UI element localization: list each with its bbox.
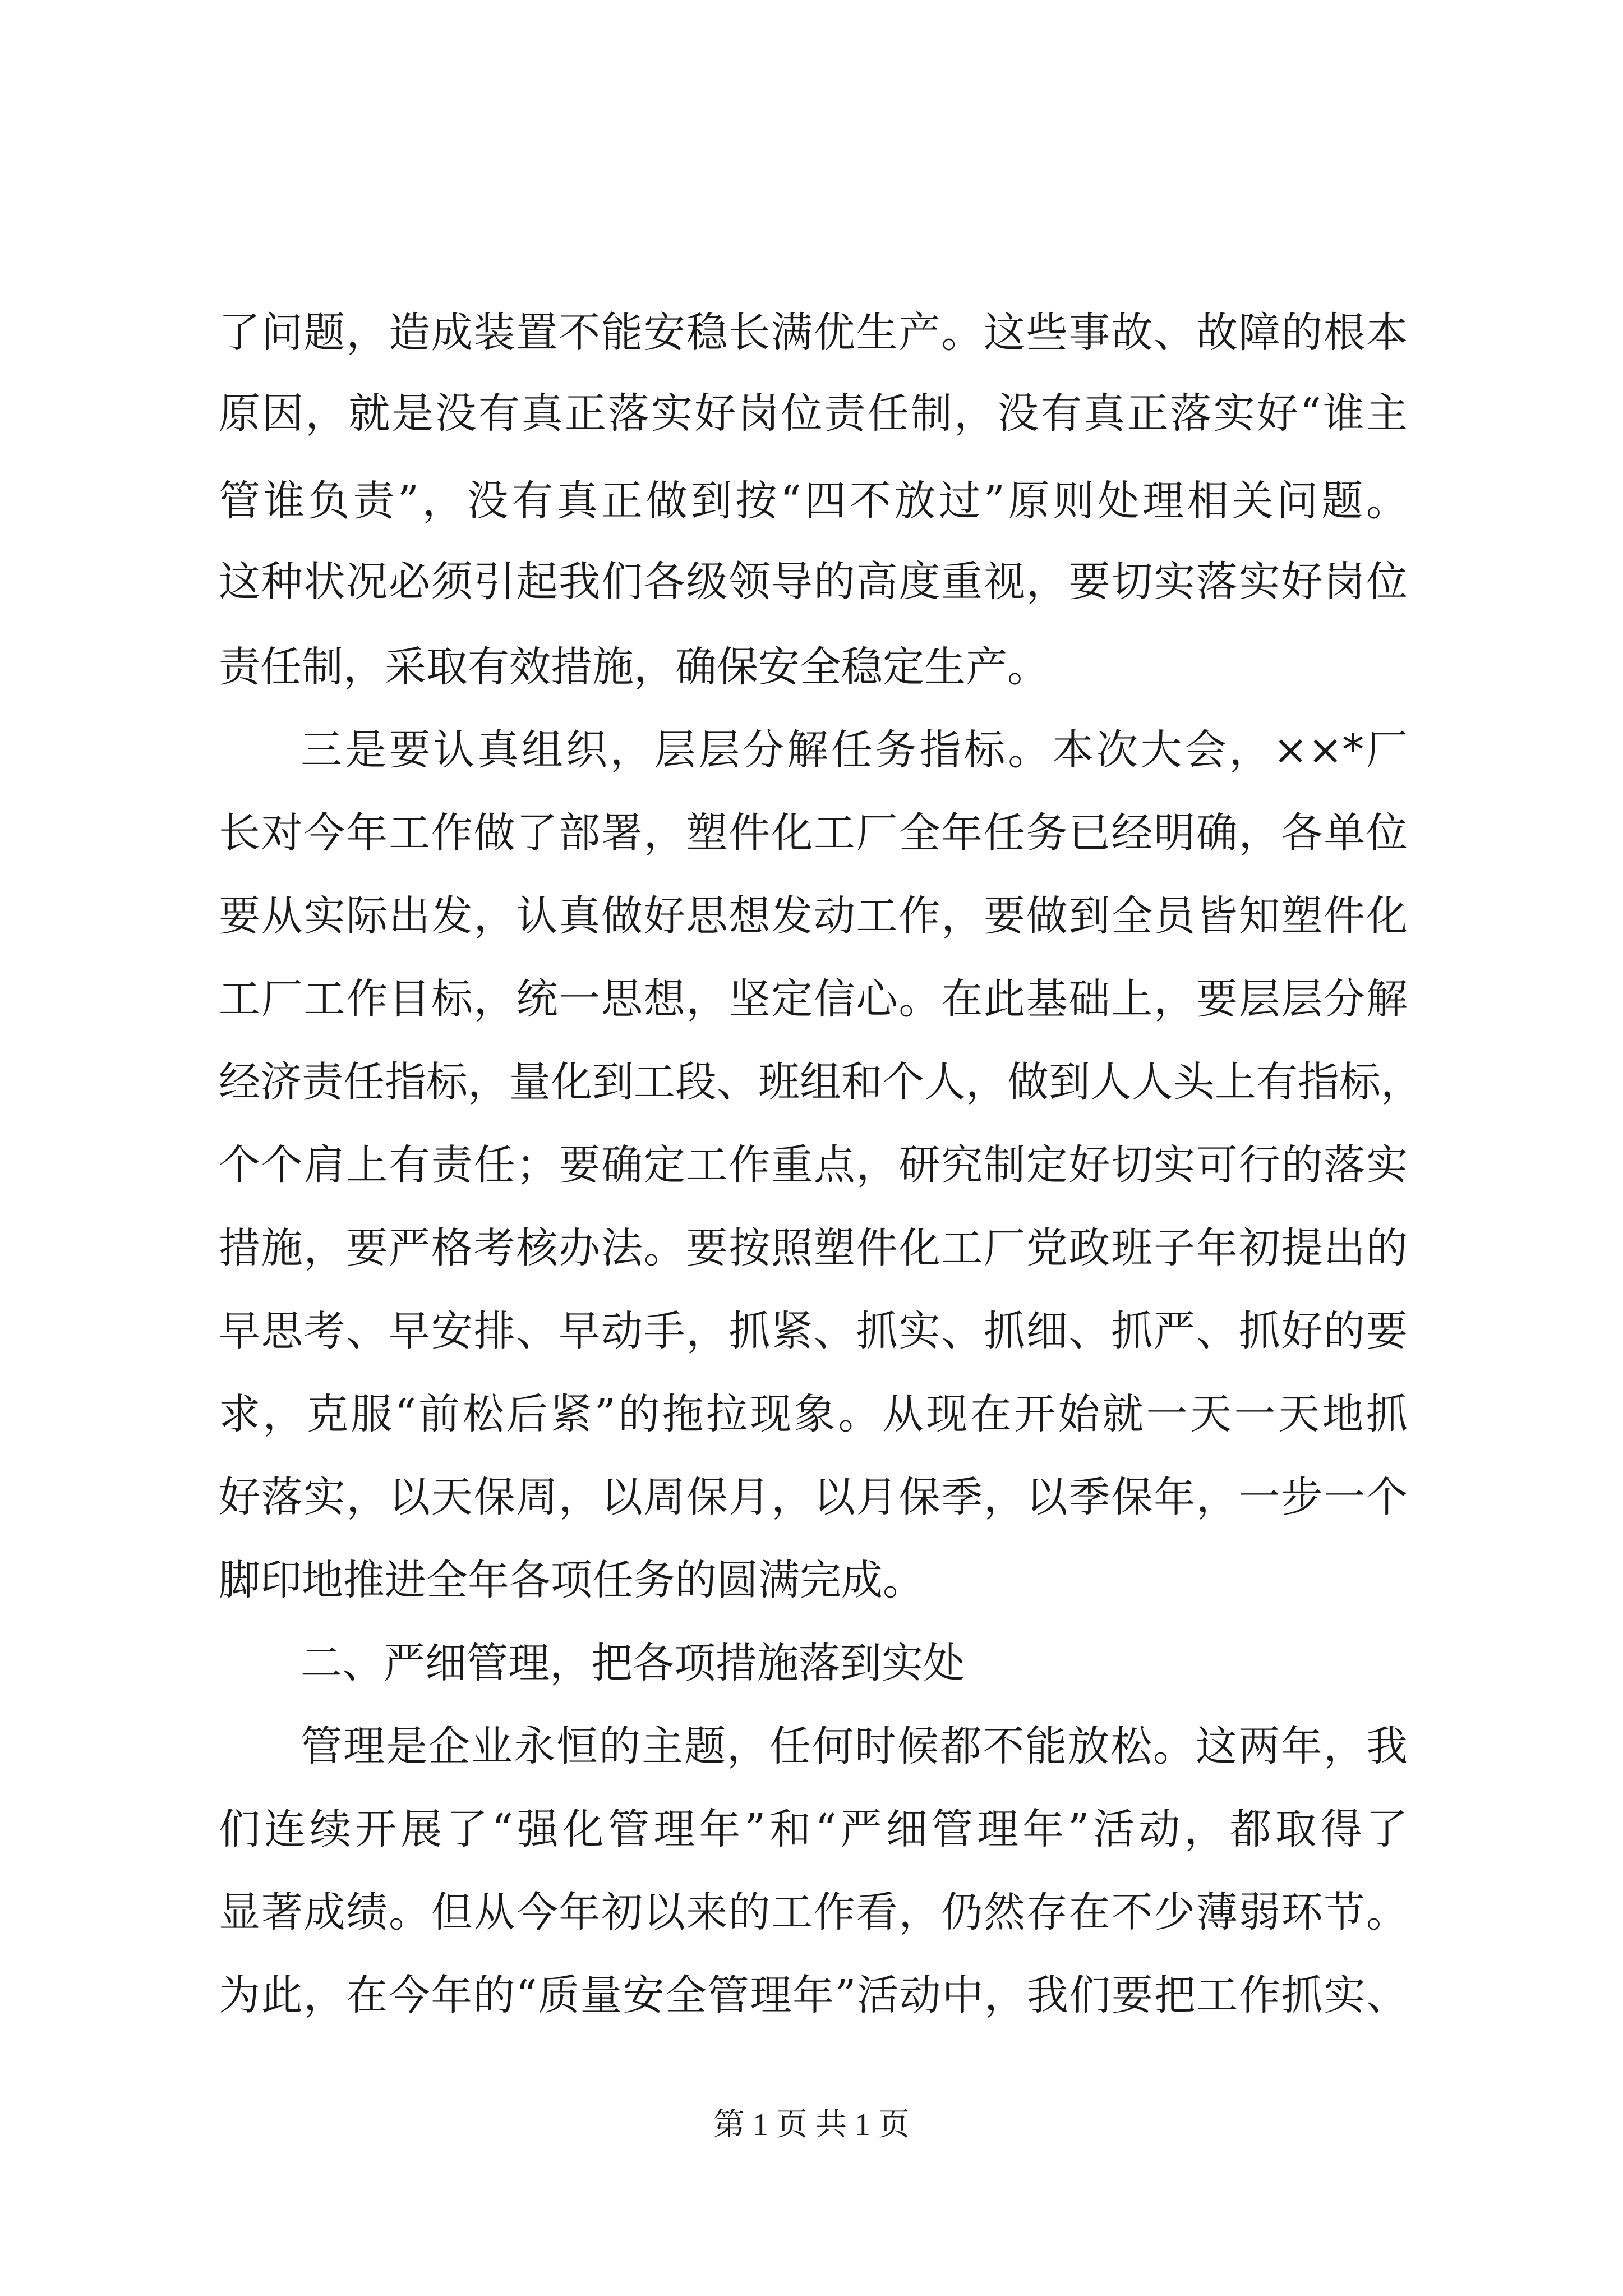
text-line-13: 早思考、早安排、早动手，抓紧、抓实、抓细、抓严、抓好的要: [219, 1307, 1408, 1355]
text-line-12: 措施，要严格考核办法。要按照塑件化工厂党政班子年初提出的: [219, 1224, 1408, 1272]
text-line-7: 长对今年工作做了部署，塑件化工厂全年任务已经明确，各单位: [219, 809, 1408, 857]
page-footer: 第 1 页 共 1 页: [713, 2108, 910, 2142]
text-line-10: 经济责任指标，量化到工段、班组和个人，做到人人头上有指标，: [219, 1058, 1422, 1106]
text-line-21: 为此，在今年的“质量安全管理年”活动中，我们要把工作抓实、: [219, 1971, 1408, 2019]
text-line-3: 管谁负责”，没有真正做到按“四不放过”原则处理相关问题。: [219, 477, 1408, 525]
text-line-1: 了问题，造成装置不能安稳长满优生产。这些事故、故障的根本: [219, 309, 1408, 357]
text-line-5: 责任制，采取有效措施，确保安全稳定生产。: [219, 643, 1049, 691]
text-line-2: 原因，就是没有真正落实好岗位责任制，没有真正落实好“谁主: [219, 389, 1408, 438]
paragraph-4-first-line: 管理是企业永恒的主题，任何时候都不能放松。这两年，我: [301, 1722, 1408, 1770]
text-line-11: 个个肩上有责任；要确定工作重点，研究制定好切实可行的落实: [219, 1141, 1408, 1189]
text-line-15: 好落实，以天保周，以周保月，以月保季，以季保年，一步一个: [219, 1473, 1408, 1521]
text-line-9: 工厂工作目标，统一思想，坚定信心。在此基础上，要层层分解: [219, 975, 1408, 1023]
text-line-19: 们连续开展了“强化管理年”和“严细管理年”活动，都取得了: [219, 1805, 1408, 1853]
text-line-16: 脚印地推进全年各项任务的圆满完成。: [219, 1556, 924, 1604]
text-line-14: 求，克服“前松后紧”的拖拉现象。从现在开始就一天一天地抓: [219, 1390, 1408, 1438]
paragraph-3-first-line: 三是要认真组织，层层分解任务指标。本次大会，××*厂: [301, 726, 1408, 774]
text-line-4: 这种状况必须引起我们各级领导的高度重视，要切实落实好岗位: [219, 558, 1408, 606]
section-heading: 二、严细管理，把各项措施落到实处: [301, 1639, 965, 1687]
text-line-20: 显著成绩。但从今年初以来的工作看，仍然存在不少薄弱环节。: [219, 1888, 1408, 1936]
text-line-8: 要从实际出发，认真做好思想发动工作，要做到全员皆知塑件化: [219, 892, 1408, 940]
